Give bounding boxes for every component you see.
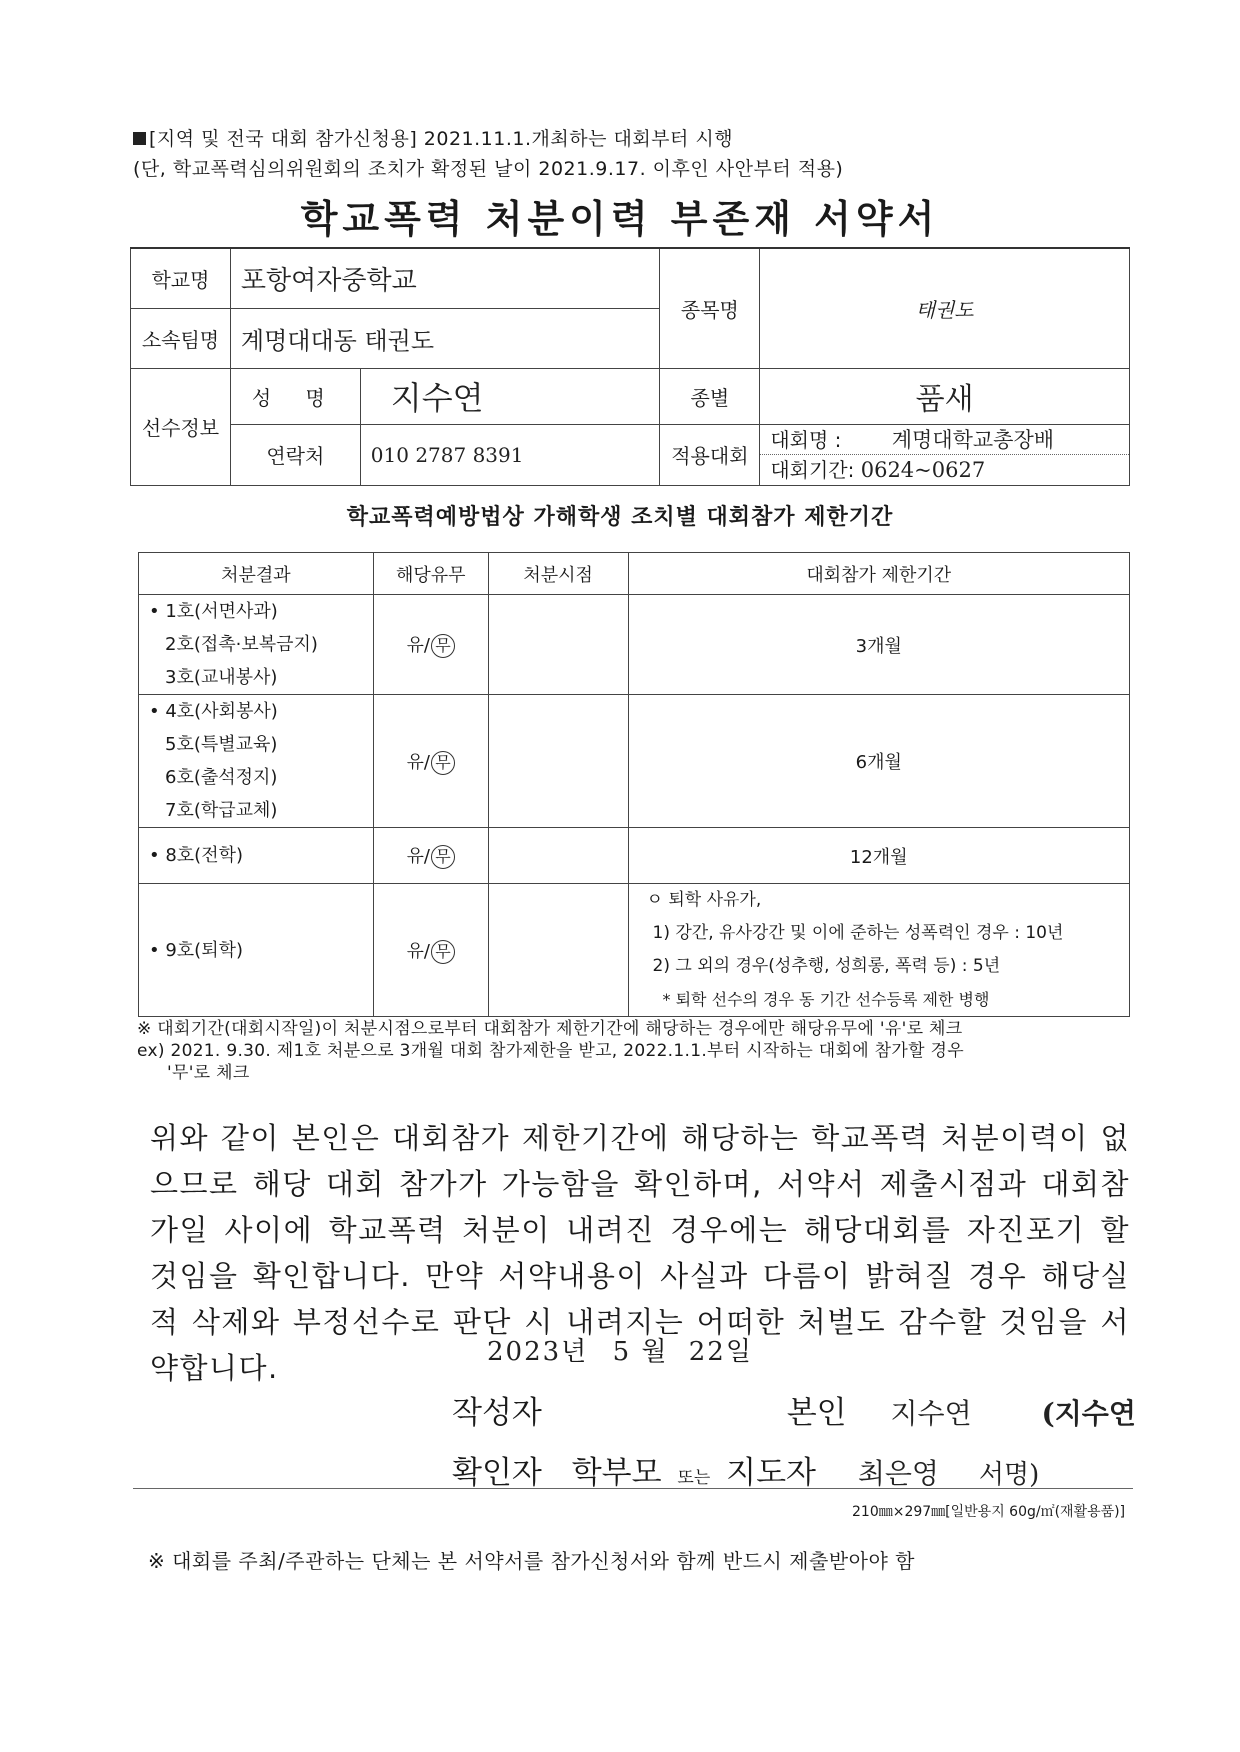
confirmer-label: 확인자	[452, 1455, 542, 1491]
header-date: 처분시점	[488, 553, 628, 595]
or-label: 또는	[677, 1468, 711, 1488]
team-value: 계명대대동 태권도	[230, 308, 660, 368]
note-3: '무'로 체크	[167, 1063, 250, 1083]
date-cell	[488, 884, 628, 1017]
period-cell: 3개월	[628, 595, 1129, 695]
confirmer-name: 최은영	[857, 1457, 939, 1490]
applicable-cell: 유/ 무	[373, 695, 488, 828]
date-cell	[488, 695, 628, 828]
circled-mark: 무	[431, 845, 455, 869]
contact-label: 연락처	[230, 424, 360, 485]
period-cell: 12개월	[628, 828, 1129, 884]
category-value: 품새	[760, 368, 1130, 424]
header-period: 대회참가 제한기간	[628, 553, 1129, 595]
event-label: 종목명	[660, 248, 760, 368]
circled-mark: 무	[431, 634, 455, 658]
table-row	[139, 695, 1130, 828]
paper-spec: 210㎜×297㎜[일반용지 60g/㎡(재활용품)]	[852, 1504, 1126, 1520]
info-table-container	[130, 247, 1130, 486]
parent-label: 학부모	[571, 1455, 662, 1491]
penalty-table	[138, 552, 1130, 1017]
competition-period-value: 0624~0627	[860, 457, 986, 482]
penalty-table-container	[138, 552, 1130, 1017]
category-label: 종별	[660, 368, 760, 424]
self-name: 지수연	[890, 1397, 972, 1430]
school-value: 포항여자중학교	[230, 248, 660, 308]
table-row	[139, 595, 1130, 695]
result-cell: • 1호(서면사과) 2호(접촉·보복금지) 3호(교내봉사)	[139, 595, 374, 695]
info-table	[130, 247, 1130, 486]
competition-period-row	[760, 455, 1129, 485]
period-cell: 6개월	[628, 695, 1129, 828]
header-result: 처분결과	[139, 553, 374, 595]
competition-period-label: 대회기간:	[770, 457, 855, 482]
applicable-cell: 유/ 무	[373, 884, 488, 1017]
restriction-subtitle: 학교폭력예방법상 가해학생 조치별 대회참가 제한기간	[346, 505, 894, 530]
competition-name-label: 대회명 :	[770, 427, 842, 452]
divider-line	[133, 1488, 1133, 1489]
table-row	[139, 884, 1130, 1017]
pledge-text: 위와 같이 본인은 대회참가 제한기간에 해당하는 학교폭력 처분이력이 없으므로 해당 대회 참가가 가능함을 확인하며, 서약서 제출시점과 대회참가일 사이에 학교폭력 처분이 내려진 경우에는 해당대회를 자진포기 할 것임을 확인합니다. 만약 서약내용이 사실과 다름이 밝혀질 경우 해당실적 삭제와 부정선수로 판단 시 내려지는 어떠한 처벌도 감수할 것임을 서약합니다.	[150, 1121, 1130, 1385]
note-1: ※ 대회기간(대회시작일)이 처분시점으로부터 대회참가 제한기간에 해당하는 경우에만 해당유무에 '유'로 체크	[137, 1019, 963, 1039]
notice-line-2: (단, 학교폭력심의위원회의 조치가 확정된 날이 2021.9.17. 이후인 사안부터 적용)	[133, 158, 844, 180]
name-value: 지수연	[360, 368, 660, 424]
self-label: 본인	[786, 1395, 847, 1431]
notice-block	[133, 124, 843, 184]
date-cell	[488, 828, 628, 884]
contact-value: 010 2787 8391	[360, 424, 660, 485]
writer-signature-line	[452, 1387, 1136, 1432]
athlete-info-label: 선수정보	[131, 368, 231, 485]
competition-name-value: 계명대학교총장배	[891, 427, 1055, 452]
confirmer-signature-line	[452, 1447, 1039, 1492]
coach-label: 지도자	[726, 1455, 816, 1491]
notes-block	[137, 1018, 1147, 1084]
period-cell: ㅇ 퇴학 사유가, 1) 강간, 유사강간 및 이에 준하는 성폭력인 경우 : 10년 2) 그 외의 경우(성추행, 성희롱, 폭력 등) : 5년 * 퇴학 선수의 경우 동 기간 선수등록 제한 병행	[628, 884, 1129, 1017]
note-2: ex) 2021. 9.30. 제1호 처분으로 3개월 대회 참가제한을 받고, 2022.1.1.부터 시작하는 대회에 참가할 경우	[137, 1041, 964, 1061]
writer-label: 작성자	[452, 1395, 542, 1431]
confirmer-signature: 서명)	[978, 1460, 1040, 1490]
circled-mark: 무	[431, 940, 455, 964]
notice-line-1: [지역 및 전국 대회 참가신청용] 2021.11.1.개최하는 대회부터 시행	[133, 124, 843, 154]
date-cell	[488, 595, 628, 695]
footer-note: ※ 대회를 주최/주관하는 단체는 본 서약서를 참가신청서와 함께 반드시 제출받아야 함	[148, 1549, 915, 1573]
competition-cell	[760, 424, 1130, 485]
event-value: 태권도	[760, 248, 1130, 368]
competition-label: 적용대회	[660, 424, 760, 485]
document-title: 학교폭력 처분이력 부존재 서약서	[300, 197, 940, 241]
name-label: 성 명	[230, 368, 360, 424]
competition-name-row	[760, 425, 1129, 455]
result-cell: • 8호(전학)	[139, 828, 374, 884]
applicable-cell: 유/ 무	[373, 595, 488, 695]
self-signature: (지수연	[1041, 1397, 1136, 1430]
document-date: 2023년 5 월 22일	[487, 1337, 753, 1367]
applicable-cell: 유/ 무	[373, 828, 488, 884]
team-label: 소속팀명	[131, 308, 231, 368]
circled-mark: 무	[431, 751, 455, 775]
school-label: 학교명	[131, 248, 231, 308]
square-bullet-icon	[133, 132, 146, 145]
header-applicable: 해당유무	[373, 553, 488, 595]
result-cell: • 9호(퇴학)	[139, 884, 374, 1017]
table-row	[139, 828, 1130, 884]
result-cell: • 4호(사회봉사) 5호(특별교육) 6호(출석정지) 7호(학급교체)	[139, 695, 374, 828]
